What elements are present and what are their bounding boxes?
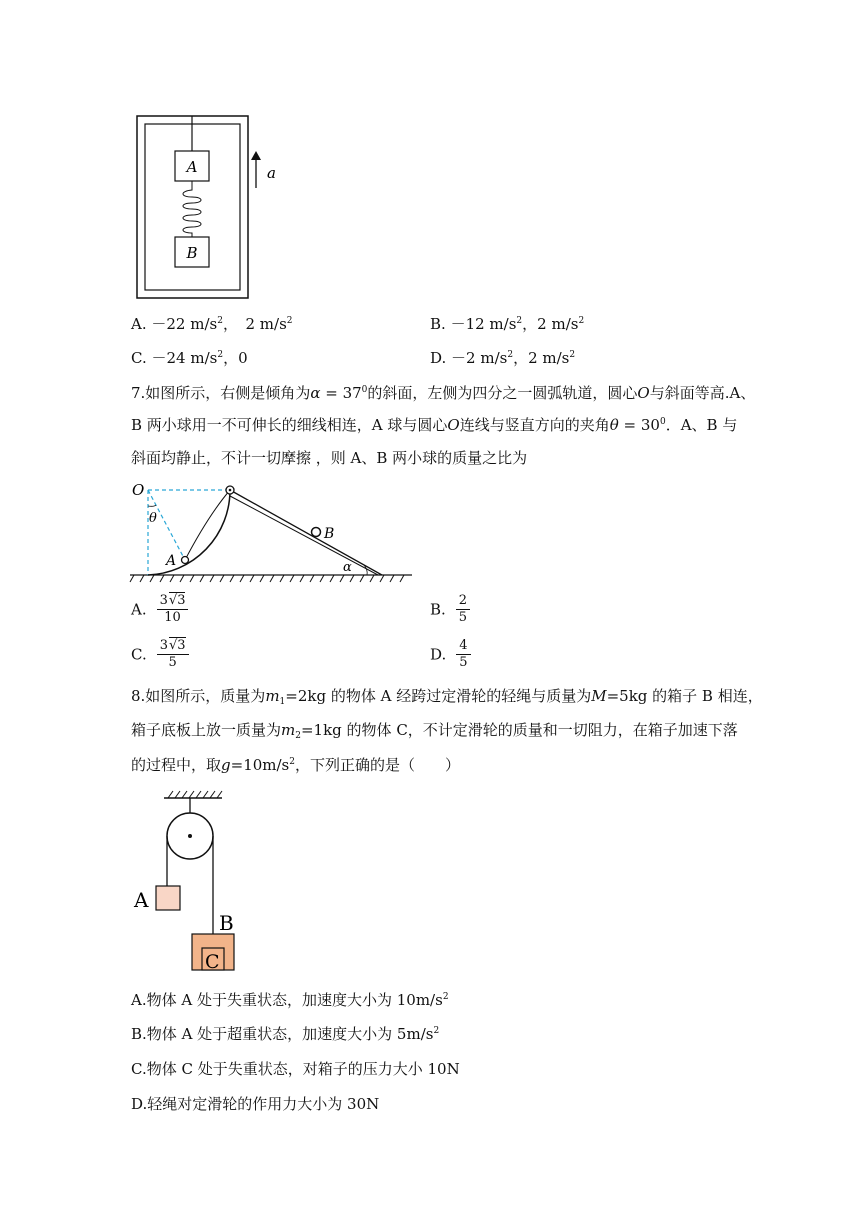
q6-option-a[interactable]: A. －22 $m/s^2$， 2 $m/s^2$ — [131, 315, 293, 333]
q7-stem-line-2: B 两小球用一不可伸长的细线相连，A 球与圆心O连线与竖直方向的夹角$\theta = 30^0$．A、B 与 — [131, 416, 738, 434]
block-a — [156, 886, 180, 910]
q8-pulley-figure — [130, 788, 250, 974]
label-a: A — [134, 888, 149, 912]
label-o: O — [132, 481, 145, 499]
q8-option-a[interactable]: A.物体 A 处于失重状态，加速度大小为 $10m/s^2$ — [131, 991, 449, 1009]
q8-option-c[interactable]: C.物体 C 处于失重状态，对箱子的压力大小 10N — [131, 1060, 460, 1078]
q7-option-c[interactable]: C. $\frac{3√3}{5}$ — [131, 638, 189, 671]
acceleration-arrow-head — [251, 151, 261, 160]
q7-option-b[interactable]: B. $\frac{2}{5}$ — [430, 593, 470, 626]
ball-a — [182, 557, 189, 564]
q8-stem-line-2: 箱子底板上放一质量为$m_2=1kg$ 的物体 C，不计定滑轮的质量和一切阻力，在箱子加速下落 — [131, 721, 738, 741]
ground-hatching — [130, 575, 404, 582]
ceiling-hatching — [168, 791, 222, 798]
label-b: B — [219, 911, 234, 935]
acceleration-label: a — [267, 164, 276, 182]
label-a: A — [166, 553, 177, 569]
incline-top-edge — [230, 490, 382, 575]
label-theta: θ — [149, 511, 157, 526]
incline-bottom-edge — [230, 496, 378, 575]
q7-incline-arc-figure — [128, 476, 418, 584]
q8-stem-line-1: 8.如图所示，质量为$m_1=2kg$ 的物体 A 经跨过定滑轮的轻绳与质量为M=5kg 的箱子 B 相连， — [131, 687, 763, 707]
q6-elevator-figure — [130, 108, 300, 304]
label-alpha: α — [343, 560, 352, 575]
q8-option-d[interactable]: D.轻绳对定滑轮的作用力大小为 30N — [131, 1095, 380, 1113]
label-c: C — [205, 951, 220, 973]
pulley-axle — [188, 834, 192, 838]
block-b-label: B — [186, 244, 198, 262]
q7-option-a[interactable]: A. $\frac{3√3}{10}$ — [131, 593, 188, 626]
q8-stem-line-3: 的过程中，取$g=10m/s^2$，下列正确的是（ ） — [131, 756, 461, 774]
q6-option-b[interactable]: B. －12 $m/s^2$，2 $m/s^2$ — [430, 315, 585, 333]
q8-option-b[interactable]: B.物体 A 处于超重状态，加速度大小为 $5m/s^2$ — [131, 1025, 440, 1043]
q7-option-d[interactable]: D. $\frac{4}{5}$ — [430, 638, 471, 671]
label-b: B — [324, 526, 335, 542]
spring — [183, 181, 201, 237]
q7-stem-line-1: 7.如图所示，右侧是倾角为$\alpha = 37^0$的斜面，左侧为四分之一圆弧轨道，圆心O与斜面等高.A、 — [131, 384, 756, 402]
theta-arc — [148, 505, 156, 506]
quarter-arc-track — [148, 490, 230, 575]
block-a-label: A — [186, 158, 198, 176]
ball-b — [312, 528, 321, 537]
q6-option-c[interactable]: C. －24 $m/s^2$，0 — [131, 349, 248, 367]
q7-stem-line-3: 斜面均静止，不计一切摩擦 ，则 A、B 两小球的质量之比为 — [131, 449, 528, 467]
q6-option-d[interactable]: D. －2 $m/s^2$，2 $m/s^2$ — [430, 349, 576, 367]
